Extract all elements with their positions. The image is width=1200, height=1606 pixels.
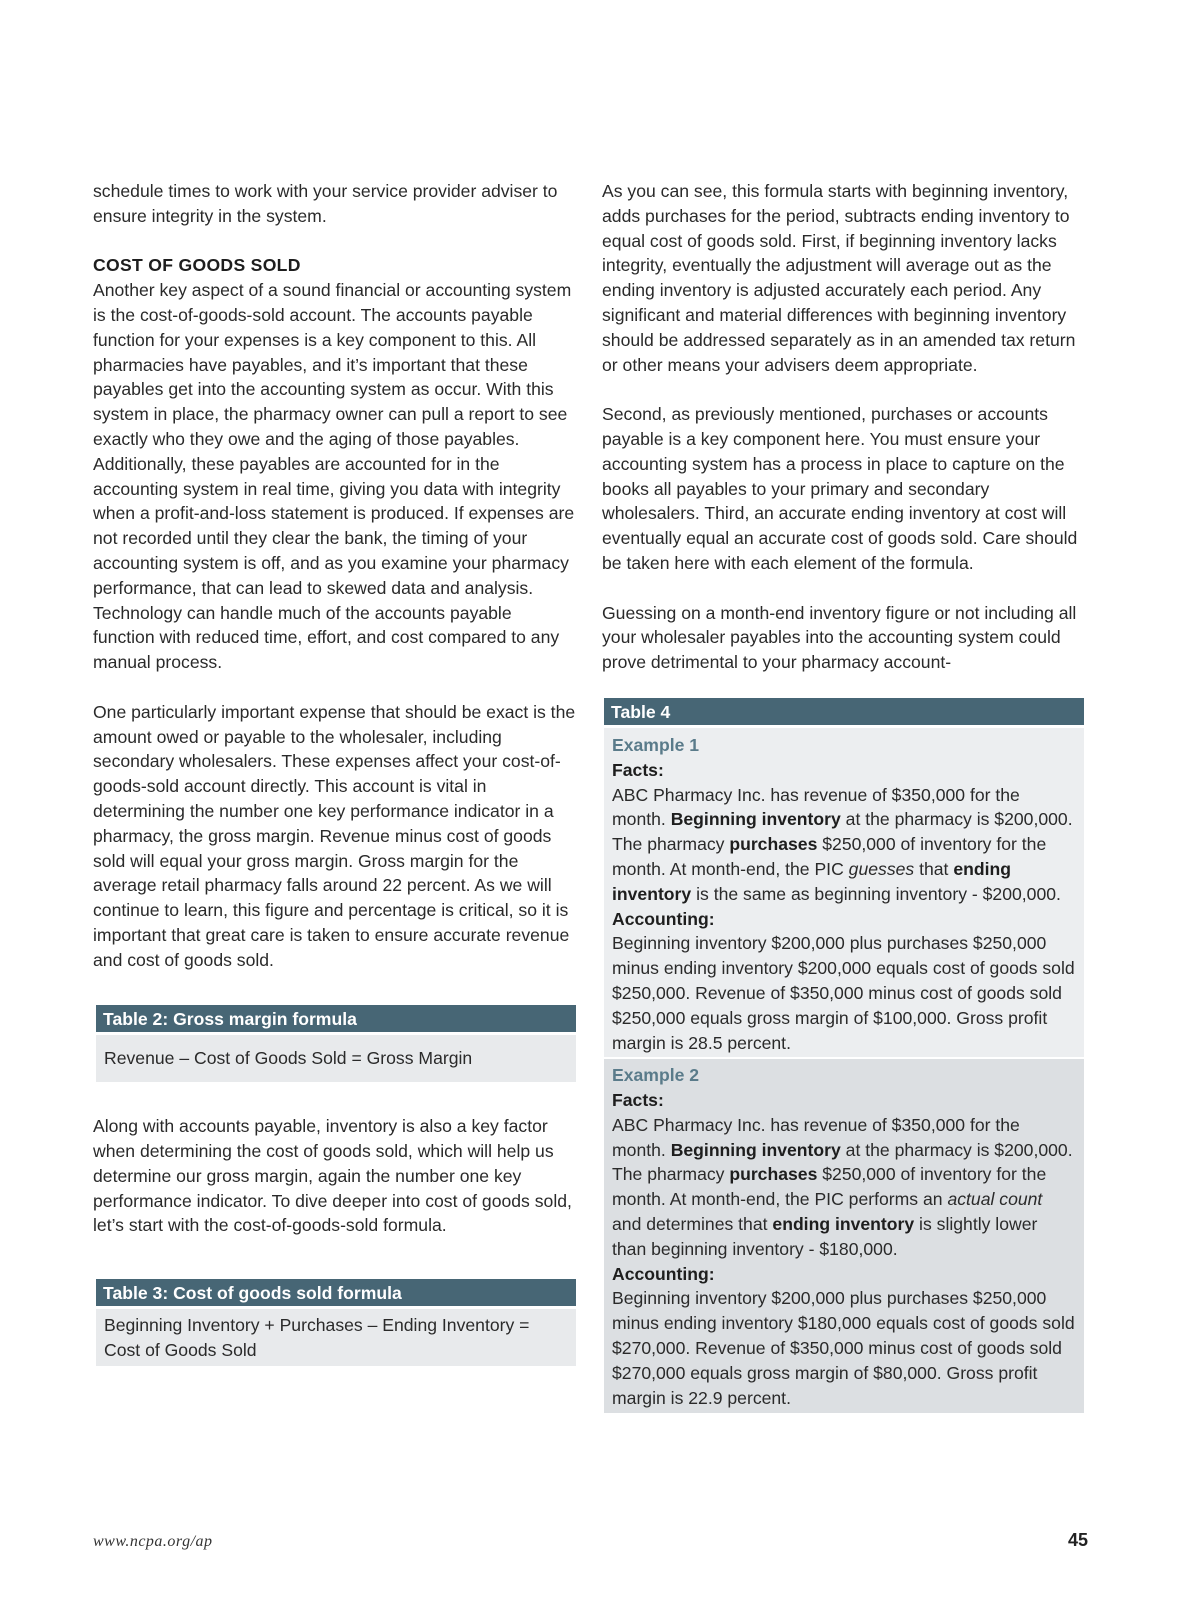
formula-paragraph: As you can see, this formula starts with beginning inventory, adds purchases for the period, subtracts ending inventory to equal cost of goods sold. First, if beginning inventory lacks integrity, eventually the adjustment will average out as the ending inventory is adjusted accurately each period. Any significant and material differences with beginning inventory should be addressed separately as in an amended tax return or other means your advisers deem appropriate. <box>602 181 1076 375</box>
example-1-title: Example 1 <box>612 734 700 755</box>
accounting-label: Accounting: <box>612 908 715 929</box>
example-2 <box>604 1059 1084 1413</box>
wholesaler-paragraph: One particularly important expense that should be exact is the amount owed or payable to the wholesaler, including secondary wholesalers. These expenses affect your cost-of-goods-sold account directly. This account is vital in determining the number one key performance indicator in a pharmacy, the gross margin. Revenue minus cost of goods sold will equal your gross margin. Gross margin for the average retail pharmacy falls around 22 percent. As we will continue to learn, this figure and percentage is critical, so it is important that great care is taken to ensure accurate revenue and cost of goods sold. <box>93 701 576 970</box>
table-2-title: Table 2: Gross margin formula <box>96 1005 576 1035</box>
table-2-formula: Revenue – Cost of Goods Sold = Gross Margin <box>96 1035 576 1083</box>
table-4-title: Table 4 <box>604 698 1084 728</box>
example-1-accounting: Beginning inventory $200,000 plus purchases $250,000 minus ending inventory $200,000 equals cost of goods sold $250,000. Revenue of $350,000 minus cost of goods sold $250,000 equals gross margin of $100,000. Gross profit margin is 28.5 percent. <box>612 933 1075 1053</box>
footer-url: www.ncpa.org/ap <box>93 1533 213 1550</box>
inventory-paragraph: Along with accounts payable, inventory is also a key factor when determining the cost of goods sold, which will help us determine our gross margin, again the number one key performance indicator. To dive deeper into cost of goods sold, let’s start with the cost-of-goods-sold formula. <box>93 1116 572 1236</box>
right-column <box>602 179 1090 1413</box>
example-2-title: Example 2 <box>612 1065 700 1086</box>
example-2-accounting: Beginning inventory $200,000 plus purchases $250,000 minus ending inventory $180,000 equals cost of goods sold $270,000. Revenue of $350,000 minus cost of goods sold $270,000 equals gross margin of $80,000. Gross profit margin is 22.9 percent. <box>612 1288 1075 1408</box>
table-4 <box>604 698 1084 1414</box>
cogs-paragraph: Another key aspect of a sound financial or accounting system is the cost-of-goods-sold account. The accounts payable function for your expenses is a key component to this. All pharmacies have payables, and it’s important that these payables get into the accounting system as occur. With this system in place, the pharmacy owner can pull a report to see exactly who they owe and the aging of those payables. Additionally, these payables are accounted for in the accounting system in real time, giving you data with integrity when a profit-and-loss statement is produced. If expenses are not recorded until they clear the bank, the timing of your accounting system is off, and as you examine your pharmacy performance, that can lead to skewed data and analysis. Technology can handle much of the accounts payable function with reduced time, effort, and cost compared to any manual process. <box>93 280 575 673</box>
facts-label: Facts: <box>612 759 664 780</box>
facts-label: Facts: <box>612 1090 664 1111</box>
table-2 <box>96 1005 576 1083</box>
example-2-facts: ABC Pharmacy Inc. has revenue of $350,000 for the month. Beginning inventory at the pharmacy is $200,000. The pharmacy purchases $250,000 of inventory for the month. At month-end, the PIC performs an actual count and determines that ending inventory is slightly lower than beginning inventory - $180,000. <box>612 1114 1073 1259</box>
table-3-title: Table 3: Cost of goods sold formula <box>96 1279 576 1309</box>
page-number: 45 <box>1067 1530 1088 1550</box>
guessing-paragraph: Guessing on a month-end inventory figure or not including all your wholesaler payables into the accounting system could prove detrimental to your pharmacy account- <box>602 602 1077 673</box>
example-1 <box>604 728 1084 1059</box>
table-3 <box>96 1279 576 1366</box>
payables-paragraph: Second, as previously mentioned, purchases or accounts payable is a key component here. You must ensure your accounting system has a process in place to capture on the books all payables to your primary and secondary wholesalers. Third, an accurate ending inventory at cost will eventually equal an accurate cost of goods sold. Care should be taken here with each element of the formula. <box>602 404 1078 573</box>
left-column <box>93 179 577 1366</box>
intro-paragraph: schedule times to work with your service provider adviser to ensure integrity in the system. <box>93 181 558 226</box>
accounting-label: Accounting: <box>612 1263 715 1284</box>
example-1-facts: ABC Pharmacy Inc. has revenue of $350,000 for the month. Beginning inventory at the pharmacy is $200,000. The pharmacy purchases $250,000 of inventory for the month. At month-end, the PIC guesses that ending inventory is the same as beginning inventory - $200,000. <box>612 784 1073 904</box>
section-heading: COST OF GOODS SOLD <box>93 255 301 276</box>
table-3-formula: Beginning Inventory + Purchases – Ending Inventory = Cost of Goods Sold <box>96 1309 576 1366</box>
